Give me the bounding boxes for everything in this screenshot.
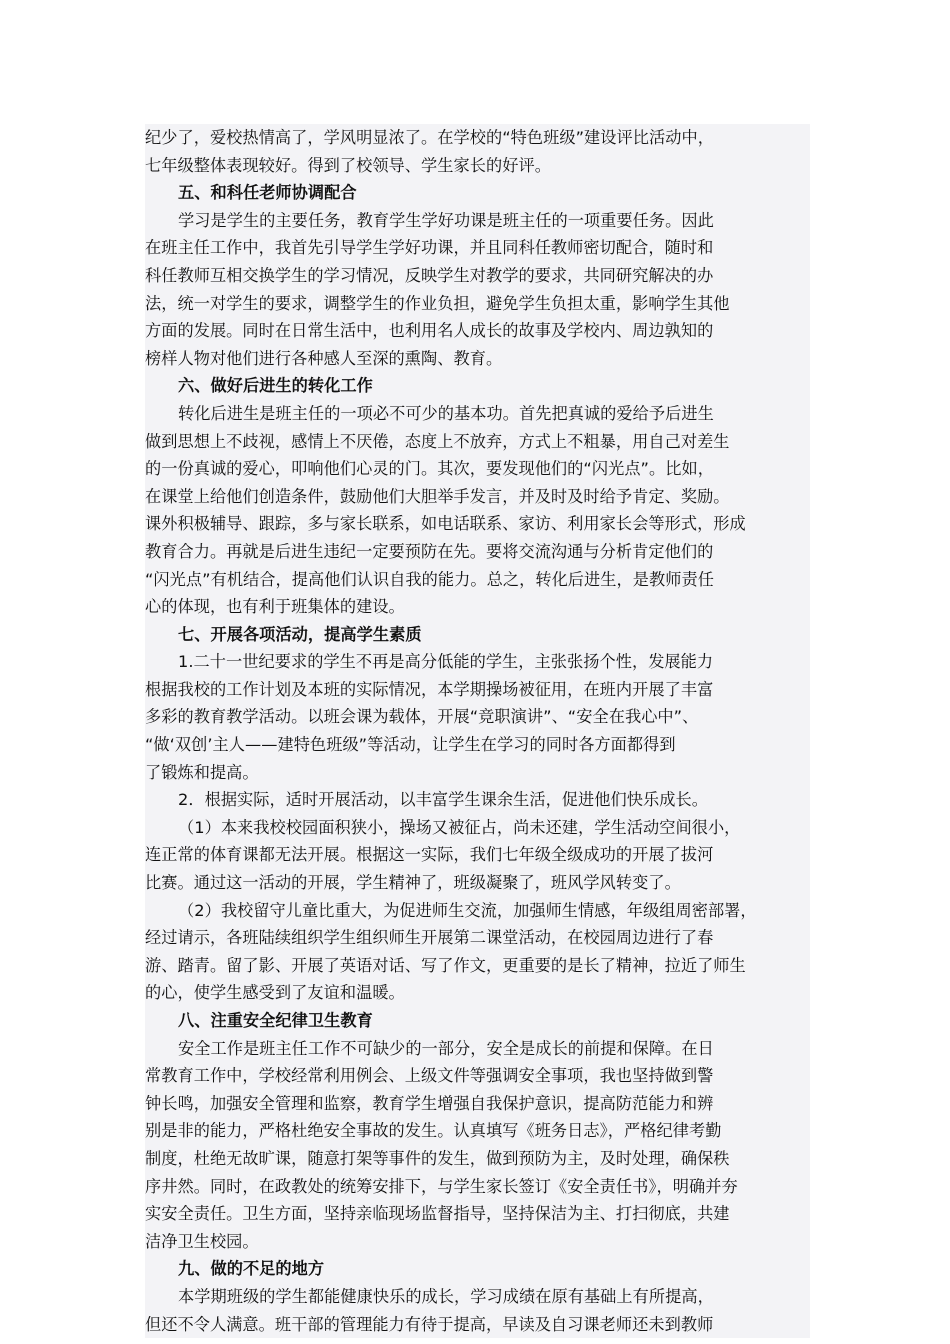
text-line: 常教育工作中，学校经常利用例会、上级文件等强调安全事项，我也坚持做到警	[145, 1062, 810, 1090]
text-line: “闪光点”有机结合，提高他们认识自我的能力。总之，转化后进生，是教师责任	[145, 566, 810, 594]
text-line: 但还不令人满意。班干部的管理能力有待于提高，早读及自习课老师还未到教师	[145, 1311, 810, 1339]
section-heading: 七、开展各项活动，提高学生素质	[145, 621, 810, 649]
text-line: 1.二十一世纪要求的学生不再是高分低能的学生，主张张扬个性，发展能力	[145, 648, 810, 676]
text-line: 实安全责任。卫生方面，坚持亲临现场监督指导，坚持保洁为主、打扫彻底，共建	[145, 1200, 810, 1228]
document-body	[145, 124, 810, 1338]
text-line: “做‘双创’主人——建特色班级”等活动，让学生在学习的同时各方面都得到	[145, 731, 810, 759]
text-line: 经过请示，各班陆续组织学生组织师生开展第二课堂活动，在校园周边进行了春	[145, 924, 810, 952]
text-line: 连正常的体育课都无法开展。根据这一实际，我们七年级全级成功的开展了拔河	[145, 841, 810, 869]
text-line: 学习是学生的主要任务，教育学生学好功课是班主任的一项重要任务。因此	[145, 207, 810, 235]
text-line: 科任教师互相交换学生的学习情况，反映学生对教学的要求，共同研究解决的办	[145, 262, 810, 290]
section-heading: 五、和科任老师协调配合	[145, 179, 810, 207]
text-line: 游、踏青。留了影、开展了英语对话、写了作文，更重要的是长了精神，拉近了师生	[145, 952, 810, 980]
text-line: 的一份真诚的爱心，叩响他们心灵的门。其次，要发现他们的“闪光点”。比如，	[145, 455, 810, 483]
text-line: 在课堂上给他们创造条件，鼓励他们大胆举手发言，并及时及时给予肯定、奖励。	[145, 483, 810, 511]
text-line: （2）我校留守儿童比重大，为促进师生交流，加强师生情感，年级组周密部署，	[145, 897, 810, 925]
text-line: 七年级整体表现较好。得到了校领导、学生家长的好评。	[145, 152, 810, 180]
text-line: 在班主任工作中，我首先引导学生学好功课，并且同科任教师密切配合，随时和	[145, 234, 810, 262]
text-line: 本学期班级的学生都能健康快乐的成长，学习成绩在原有基础上有所提高，	[145, 1283, 810, 1311]
text-line: 了锻炼和提高。	[145, 759, 810, 787]
text-line: 课外积极辅导、跟踪，多与家长联系，如电话联系、家访、利用家长会等形式，形成	[145, 510, 810, 538]
text-line: 榜样人物对他们进行各种感人至深的熏陶、教育。	[145, 345, 810, 373]
text-line: 转化后进生是班主任的一项必不可少的基本功。首先把真诚的爱给予后进生	[145, 400, 810, 428]
text-line: （1）本来我校校园面积狭小，操场又被征占，尚未还建，学生活动空间很小，	[145, 814, 810, 842]
text-line: 比赛。通过这一活动的开展，学生精神了，班级凝聚了，班风学风转变了。	[145, 869, 810, 897]
text-line: 法，统一对学生的要求，调整学生的作业负担，避免学生负担太重，影响学生其他	[145, 290, 810, 318]
text-line: 别是非的能力，严格杜绝安全事故的发生。认真填写《班务日志》，严格纪律考勤	[145, 1117, 810, 1145]
text-line: 洁净卫生校园。	[145, 1228, 810, 1256]
text-line: 教育合力。再就是后进生违纪一定要预防在先。要将交流沟通与分析肯定他们的	[145, 538, 810, 566]
text-line: 做到思想上不歧视，感情上不厌倦，态度上不放弃，方式上不粗暴，用自己对差生	[145, 428, 810, 456]
text-line: 的心，使学生感受到了友谊和温暖。	[145, 979, 810, 1007]
section-heading: 六、做好后进生的转化工作	[145, 372, 810, 400]
section-heading: 九、做的不足的地方	[145, 1255, 810, 1283]
text-line: 方面的发展。同时在日常生活中，也利用名人成长的故事及学校内、周边孰知的	[145, 317, 810, 345]
text-line: 2．根据实际，适时开展活动，以丰富学生课余生活，促进他们快乐成长。	[145, 786, 810, 814]
text-line: 制度，杜绝无故旷课，随意打架等事件的发生，做到预防为主，及时处理，确保秩	[145, 1145, 810, 1173]
text-line: 多彩的教育教学活动。以班会课为载体，开展“竞职演讲”、“安全在我心中”、	[145, 703, 810, 731]
text-line: 纪少了，爱校热情高了，学风明显浓了。在学校的“特色班级”建设评比活动中，	[145, 124, 810, 152]
text-line: 钟长鸣，加强安全管理和监察，教育学生增强自我保护意识，提高防范能力和辨	[145, 1090, 810, 1118]
section-heading: 八、注重安全纪律卫生教育	[145, 1007, 810, 1035]
text-line: 根据我校的工作计划及本班的实际情况，本学期操场被征用，在班内开展了丰富	[145, 676, 810, 704]
text-line: 心的体现，也有利于班集体的建设。	[145, 593, 810, 621]
text-line: 序井然。同时，在政教处的统筹安排下，与学生家长签订《安全责任书》，明确并夯	[145, 1173, 810, 1201]
text-line: 安全工作是班主任工作不可缺少的一部分，安全是成长的前提和保障。在日	[145, 1035, 810, 1063]
